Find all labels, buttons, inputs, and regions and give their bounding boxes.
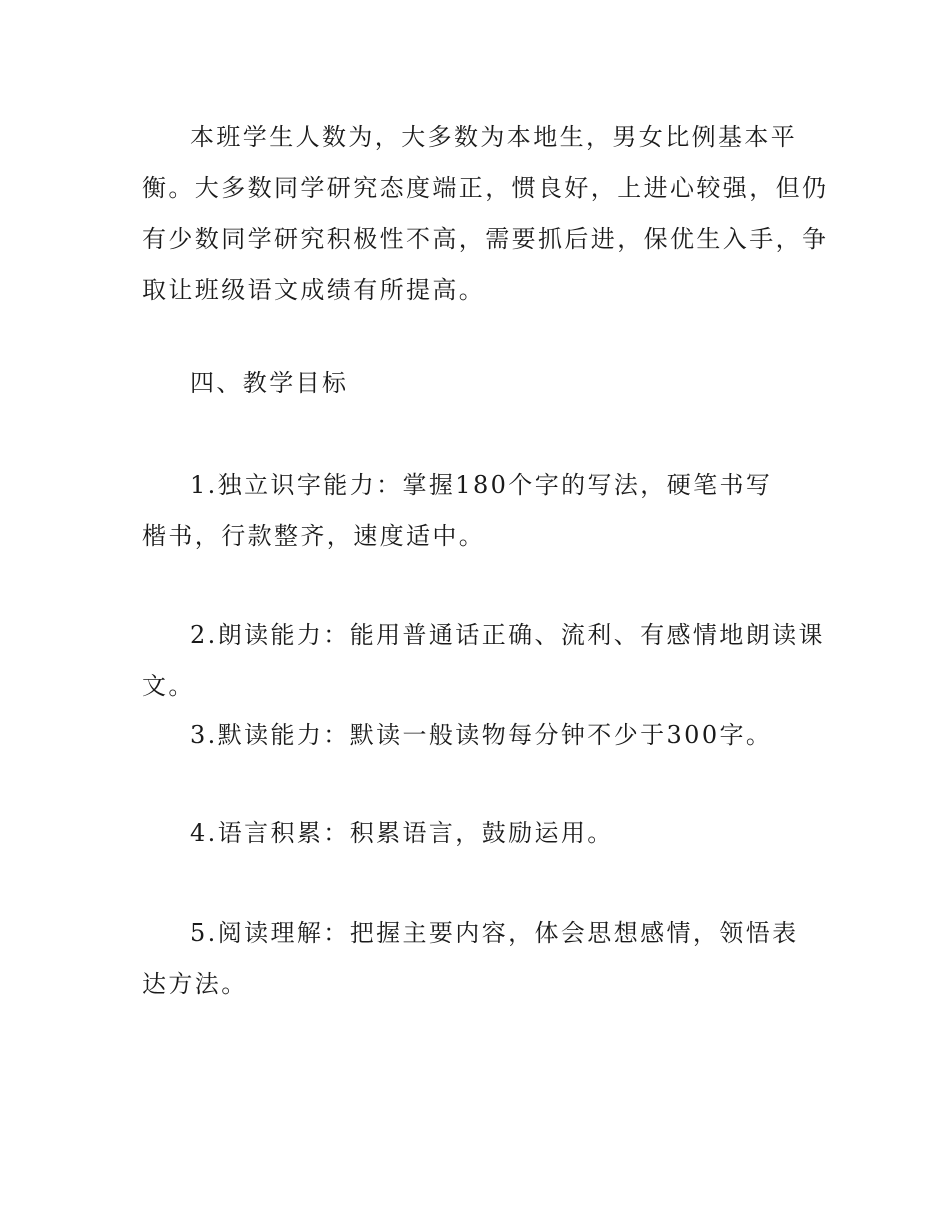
- goal-item-2: 2.朗读能力：能用普通话正确、流利、有感情地朗读课文。: [142, 621, 825, 700]
- goal-item-3: 3.默读能力：默读一般读物每分钟不少于300字。: [190, 721, 773, 749]
- section-heading: 四、教学目标: [190, 369, 349, 397]
- intro-paragraph: 本班学生人数为，大多数为本地生，男女比例基本平衡。大多数同学研究态度端正，惯良好，上进心较强，但仍有少数同学研究积极性不高，需要抓后进，保优生入手，争取让班级语文成绩有所提高。: [142, 123, 829, 304]
- goal-item-1: 1.独立识字能力：掌握180个字的写法，硬笔书写楷书，行款整齐，速度适中。: [142, 471, 773, 550]
- goal-item-5: 5.阅读理解：把握主要内容，体会思想感情，领悟表达方法。: [142, 919, 799, 998]
- goal-item-4: 4.语言积累：积累语言，鼓励运用。: [190, 819, 614, 847]
